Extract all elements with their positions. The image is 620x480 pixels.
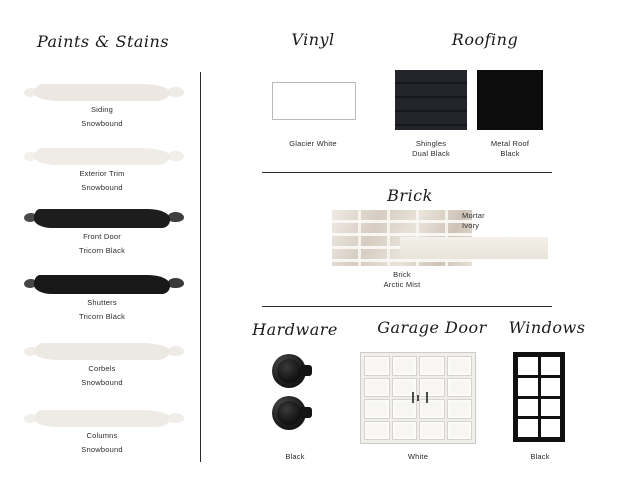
roofing-swatch-shingles[interactable] — [395, 70, 467, 130]
garage-door-handle-icon — [412, 392, 428, 403]
garage-panel — [447, 399, 473, 419]
knob-plate-lower — [277, 401, 301, 425]
paint-color-front-door: Tricorn Black — [78, 246, 126, 255]
paint-color-exterior-trim: Snowbound — [81, 183, 123, 192]
window-pane — [541, 399, 561, 417]
garage-panel — [419, 356, 445, 376]
paint-swatch-front-door[interactable] — [22, 209, 182, 256]
horizontal-divider-middle — [262, 306, 552, 307]
metal-roof-name: Metal Roof — [490, 139, 530, 148]
paint-use-columns: Columns — [86, 431, 118, 440]
window-pane — [541, 419, 561, 437]
mortar-caption-group — [462, 211, 542, 231]
knob-stem-lower — [300, 407, 312, 418]
shingles-color: Dual Black — [412, 149, 450, 158]
window-pane — [518, 399, 538, 417]
metal-roof-caption-group — [470, 139, 550, 159]
section-title-brick: Brick — [387, 186, 433, 205]
brush-stroke-siding — [34, 84, 170, 101]
door-knob-icon-upper — [272, 354, 306, 388]
window-pane — [518, 419, 538, 437]
garage-panel — [392, 421, 418, 441]
shingles-name: Shingles — [415, 139, 447, 148]
garage-panel — [364, 378, 390, 398]
garage-panel — [447, 378, 473, 398]
vertical-divider — [200, 72, 201, 462]
window-pane — [518, 357, 538, 375]
section-title-roofing: Roofing — [451, 30, 519, 49]
garage-door-caption: White — [407, 452, 429, 461]
brush-stroke-exterior-trim — [34, 148, 170, 165]
mortar-color: Ivory — [462, 221, 480, 230]
window-glass-grid — [518, 357, 560, 437]
vinyl-caption: Glacier White — [289, 139, 337, 148]
door-knob-icon-lower — [272, 396, 306, 430]
garage-panel — [447, 356, 473, 376]
paint-swatch-corbels[interactable] — [22, 343, 182, 388]
paint-swatch-shutters[interactable] — [22, 275, 182, 322]
brush-stroke-front-door — [34, 209, 170, 228]
section-title-garage-door: Garage Door — [377, 318, 487, 337]
garage-panel — [447, 421, 473, 441]
brush-stroke-shutters — [34, 275, 170, 294]
garage-panel — [364, 356, 390, 376]
windows-caption: Black — [530, 452, 550, 461]
brick-color: Arctic Mist — [383, 280, 421, 289]
roofing-swatch-metal-roof[interactable] — [477, 70, 543, 130]
brick-name: Brick — [393, 270, 411, 279]
vinyl-swatch-glacier-white[interactable] — [272, 82, 356, 120]
window-pane — [518, 378, 538, 396]
knob-stem-upper — [300, 365, 312, 376]
brush-stroke-columns — [34, 410, 170, 427]
paint-color-siding: Snowbound — [81, 119, 123, 128]
hardware-swatch-black[interactable] — [252, 352, 338, 438]
paint-use-shutters: Shutters — [87, 298, 117, 307]
garage-panel — [364, 399, 390, 419]
paint-color-shutters: Tricorn Black — [78, 312, 126, 321]
window-swatch-black[interactable] — [513, 352, 565, 442]
paint-color-columns: Snowbound — [81, 445, 123, 454]
window-pane — [541, 378, 561, 396]
knob-plate-upper — [277, 359, 301, 383]
paint-swatch-exterior-trim[interactable] — [22, 148, 182, 193]
paint-use-siding: Siding — [90, 105, 114, 114]
mortar-name: Mortar — [462, 211, 485, 220]
mortar-swatch-ivory[interactable] — [400, 237, 548, 259]
garage-panel — [392, 356, 418, 376]
paint-swatch-siding[interactable] — [22, 84, 182, 129]
paint-use-exterior-trim: Exterior Trim — [79, 169, 125, 178]
paint-use-corbels: Corbels — [88, 364, 116, 373]
horizontal-divider-top — [262, 172, 552, 173]
paint-swatch-columns[interactable] — [22, 410, 182, 455]
section-title-paints: Paints & Stains — [36, 32, 170, 51]
section-title-vinyl: Vinyl — [291, 30, 335, 49]
paint-color-corbels: Snowbound — [81, 378, 123, 387]
window-pane — [541, 357, 561, 375]
metal-roof-color: Black — [500, 149, 520, 158]
shingles-caption-group — [391, 139, 471, 159]
brush-stroke-corbels — [34, 343, 170, 360]
paint-use-front-door: Front Door — [83, 232, 121, 241]
brick-caption-group — [342, 270, 462, 290]
garage-panel — [364, 421, 390, 441]
garage-panel — [419, 421, 445, 441]
hardware-caption: Black — [285, 452, 305, 461]
section-title-windows: Windows — [508, 318, 586, 337]
section-title-hardware: Hardware — [252, 320, 338, 339]
